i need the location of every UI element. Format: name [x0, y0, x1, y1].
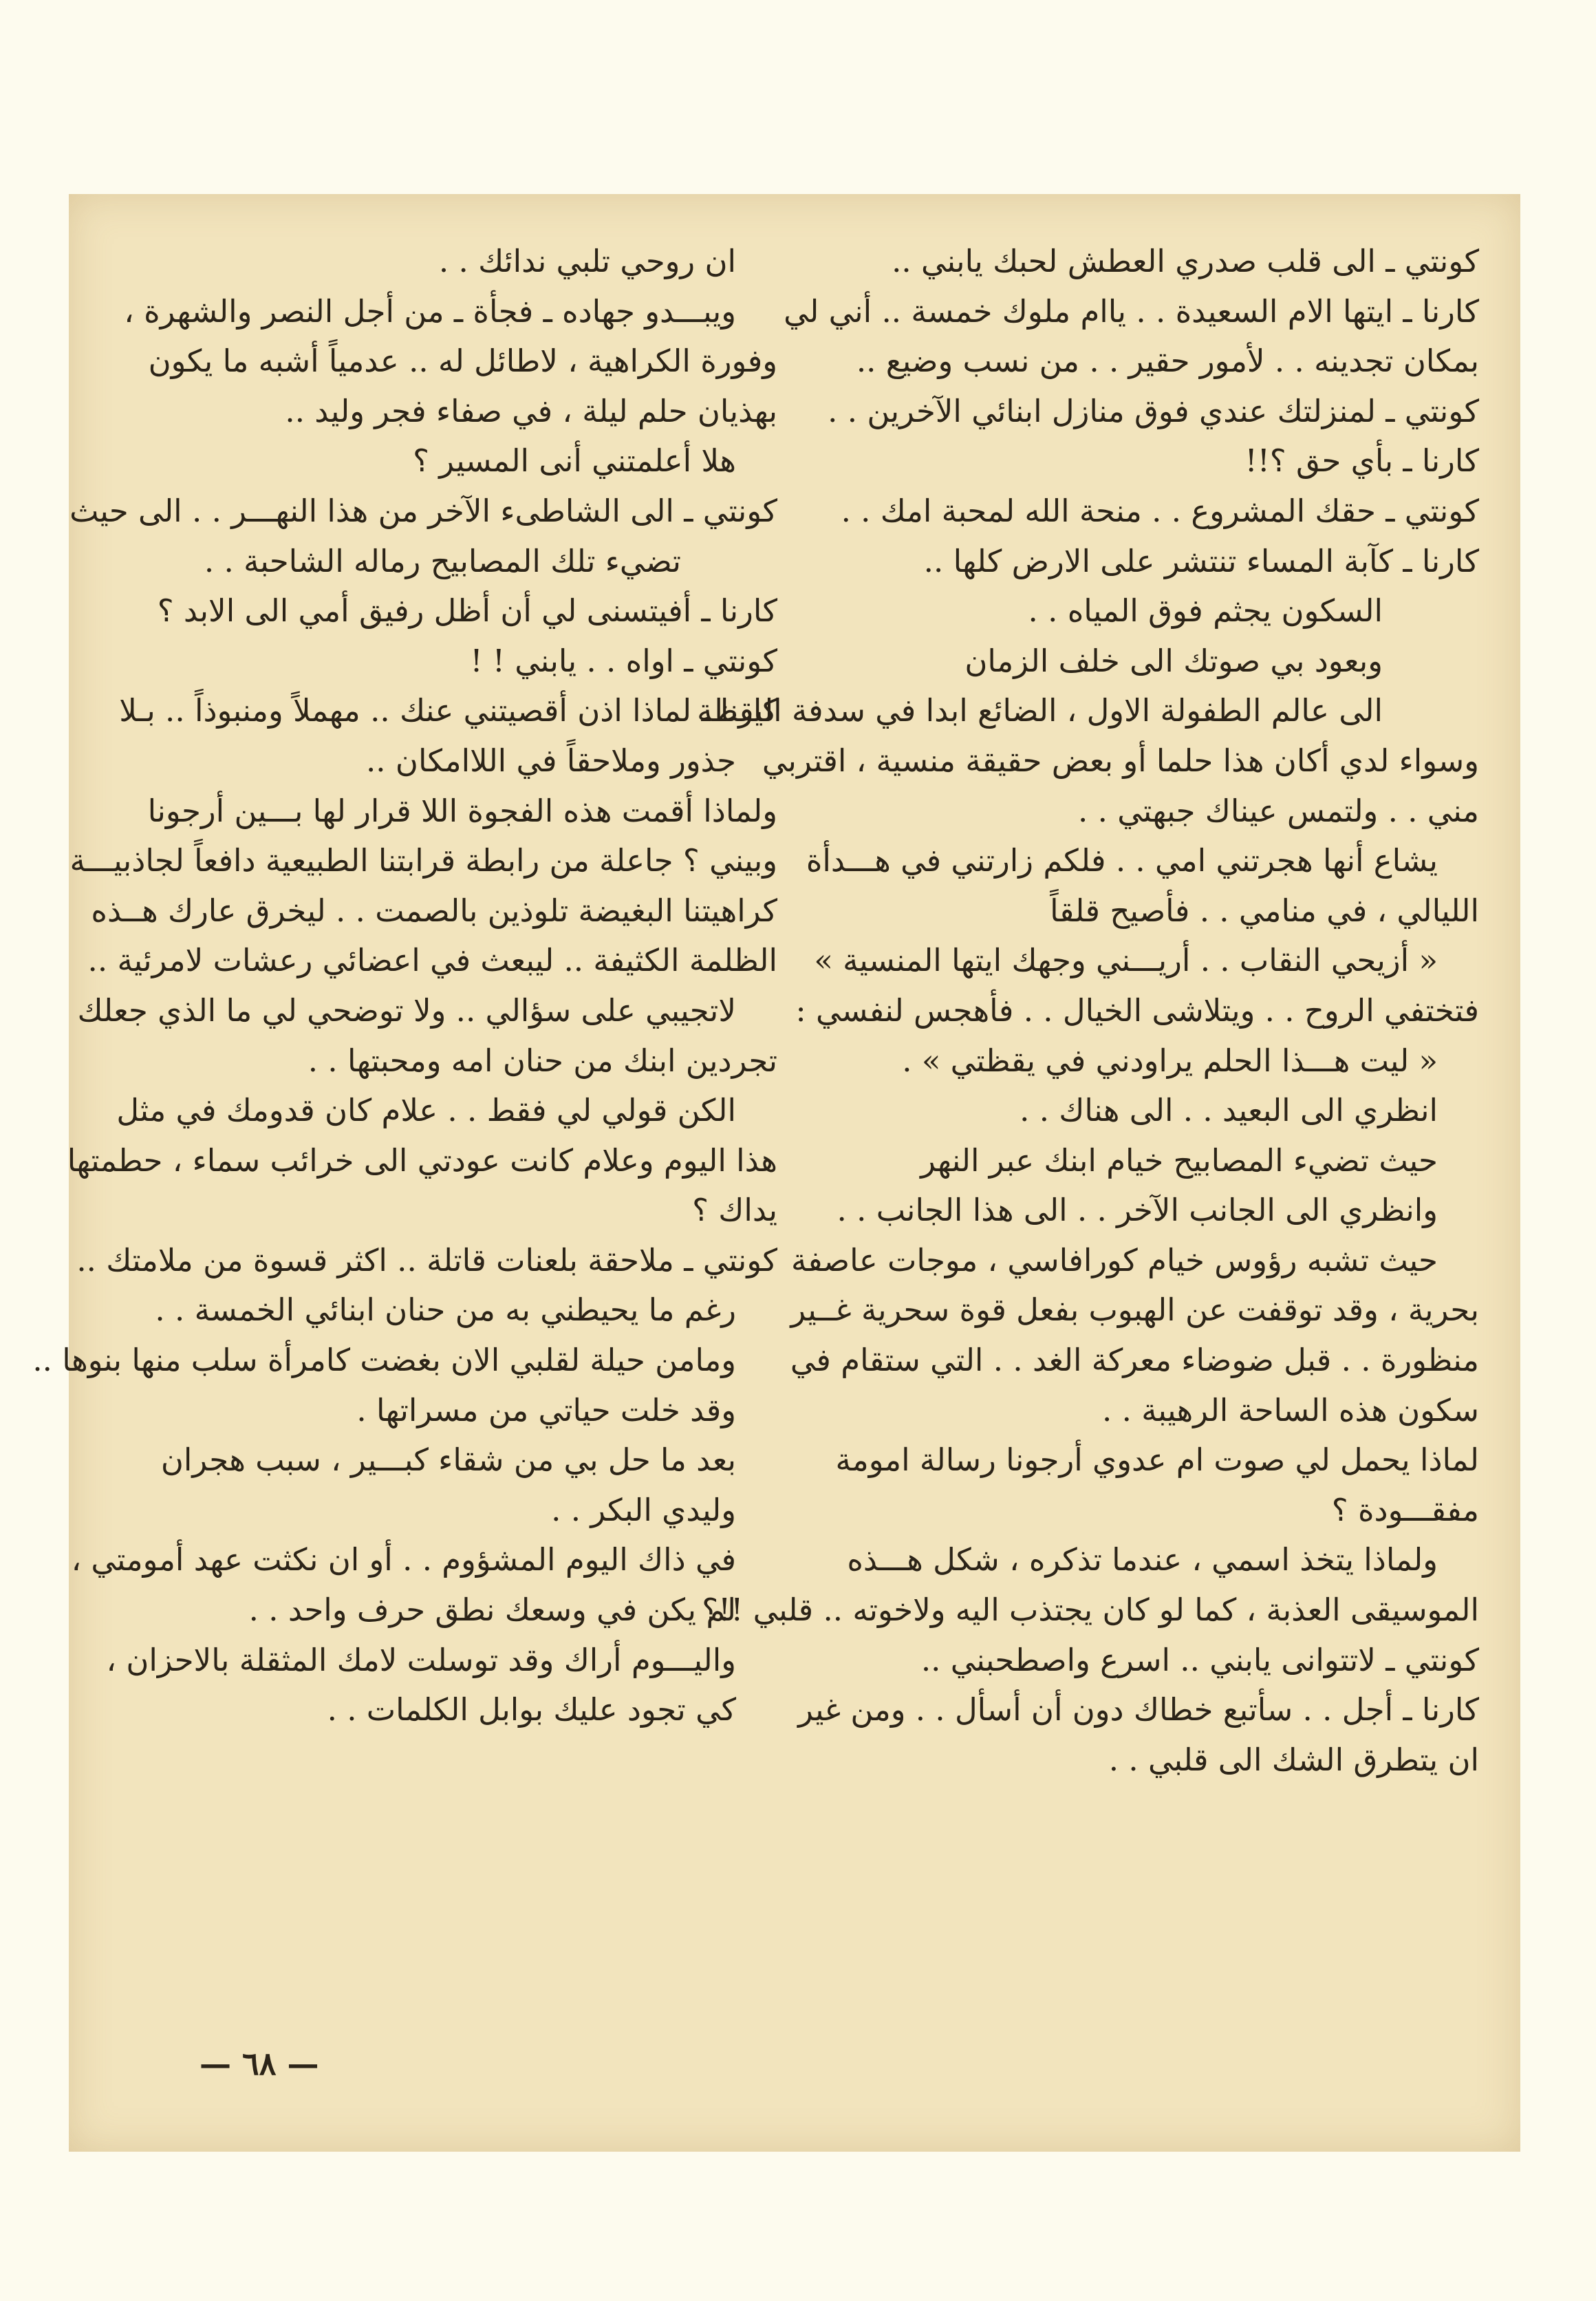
text-line: بمكان تجدينه . . لأمور حقير . . من نسب وضيع .. [856, 343, 1479, 380]
text-line: كي تجود عليك بوابل الكلمات . . [327, 1691, 736, 1729]
text-line: هلا أعلمتني أنى المسير ؟ [413, 442, 736, 480]
text-line: كارنا ـ كآبة المساء تنتشر على الارض كلها .. [923, 542, 1479, 579]
text-line: ولماذا يتخذ اسمي ، عندما تذكره ، شكل هـــذه [847, 1541, 1438, 1578]
magazine-page [32, 194, 1520, 2152]
text-line: كونتي ـ لمنزلتك عندي فوق منازل ابنائي الآخرين . . [828, 392, 1479, 429]
text-line: كونتي ـ لاتتوانى يابني .. اسرع واصطحبني .. [920, 1641, 1479, 1678]
text-line: الليالي ، في منامي . . فأصيح قلقاً [1050, 892, 1479, 929]
text-line: بعد ما حل بي من شقاء كبـــير ، سبب هجران [160, 1442, 736, 1479]
text-line: وليدي البكر . . [551, 1491, 736, 1528]
text-line: ان يتطرق الشك الى قلبي . . [1108, 1741, 1479, 1778]
text-line: وفورة الكراهية ، لاطائل له .. عدمياً أشبه ما يكون [148, 343, 777, 380]
text-line: ومامن حيلة لقلبي الان بغضت كامرأة سلب منها بنوها .. [32, 1342, 736, 1379]
text-line: « ليت هـــذا الحلم يراودني في يقظتي » . [902, 1042, 1438, 1079]
text-line: حيث تشبه رؤوس خيام كورافاسي ، موجات عاصفة [791, 1241, 1438, 1278]
text-line: الظلمة الكثيفة .. ليبعث في اعضائي رعشات لامرئية .. [87, 942, 777, 979]
text-line: رغم ما يحيطني به من حنان ابنائي الخمسة . . [155, 1292, 736, 1329]
text-line: كارنا ـ أفيتسنى لي أن أظل رفيق أمي الى الابد ؟ [157, 592, 777, 630]
text-line: يشاع أنها هجرتني امي . . فلكم زارتني في هـــدأة [806, 842, 1438, 879]
text-line: الكن قولي لي فقط . . علام كان قدومك في مثل [116, 1092, 736, 1129]
text-line: وبعود بي صوتك الى خلف الزمان [964, 642, 1383, 679]
text-line: هذا اليوم وعلام كانت عودتي الى خرائب سماء ، حطمتها [67, 1142, 777, 1179]
text-line: انظري الى البعيد . . الى هناك . . [1020, 1092, 1438, 1129]
text-line: كونتي ـ اواه . . يابني ! ! [470, 642, 777, 679]
text-line: وقد خلت حياتي من مسراتها . [356, 1391, 736, 1428]
text-line: كراهيتنا البغيضة تلوذين بالصمت . . ليخرق عارك هــذه [91, 892, 777, 929]
text-line: تضيء تلك المصابيح رماله الشاحبة . . [204, 542, 681, 579]
text-line: لم يكن في وسعك نطق حرف واحد . . [248, 1592, 736, 1629]
text-line: جذور وملاحقاً في اللاامكان .. [365, 742, 736, 779]
text-line: كونتي ـ ملاحقة بلعنات قاتلة .. اكثر قسوة من ملامتك .. [76, 1241, 777, 1278]
text-line: بهذيان حلم ليلة ، في صفاء فجر وليد .. [285, 392, 777, 429]
left-text-column [32, 237, 777, 1735]
text-line: مني . . ولتمس عيناك جبهتي . . [1078, 792, 1479, 829]
text-line: كارنا ـ أجل . . سأتبع خطاك دون أن أسأل . . ومن غير [798, 1691, 1479, 1729]
text-line: لماذا يحمل لي صوت ام عدوي أرجونا رسالة امومة [835, 1442, 1479, 1479]
text-line: كارنا ـ ايتها الام السعيدة . . ياام ملوك خمسة .. أني لي [784, 292, 1479, 330]
text-line: كارنا ـ لماذا اذن أقصيتني عنك .. مهملاً ومنبوذاً .. بـلا [119, 692, 777, 729]
text-line: السكون يجثم فوق المياه . . [1028, 592, 1383, 630]
text-line: مفقـــودة ؟ [1331, 1491, 1479, 1528]
text-line: ويبـــدو جهاده ـ فجأة ـ من أجل النصر والشهرة ، [124, 292, 736, 330]
page-number: — ٦٨ — [200, 2045, 319, 2082]
text-line: لاتجيبي على سؤالي .. ولا توضحي لي ما الذي جعلك [77, 992, 736, 1029]
text-line: « أزيحي النقاب . . أريـــني وجهك ايتها المنسية » [814, 942, 1438, 979]
text-line: في ذاك اليوم المشؤوم . . أو ان نكثت عهد أمومتي ، [71, 1541, 736, 1578]
text-line: ان روحي تلبي ندائك . . [438, 243, 736, 279]
text-line: كونتي ـ الى الشاطىء الآخر من هذا النهـــر . . الى حيث [69, 492, 777, 529]
text-line: ولماذا أقمت هذه الفجوة اللا قرار لها بـــين أرجونا [147, 792, 777, 829]
text-line: الموسيقى العذبة ، كما لو كان يجتذب اليه ولاخوته .. قلبي !!؟ [702, 1592, 1479, 1629]
text-line: كونتي ـ حقك المشروع . . منحة الله لمحبة امك . . [841, 492, 1479, 529]
text-line: كارنا ـ بأي حق ؟!! [1244, 442, 1479, 480]
text-line: وبيني ؟ جاعلة من رابطة قرابتنا الطبيعية دافعاً لجاذبيـــة [69, 842, 777, 879]
text-line: منظورة . . قبل ضوضاء معركة الغد . . التي ستقام في [790, 1342, 1479, 1379]
text-line: تجردين ابنك من حنان امه ومحبتها . . [308, 1042, 777, 1079]
text-line: حيث تضيء المصابيح خيام ابنك عبر النهر [920, 1142, 1438, 1179]
text-line: وسواء لدي أكان هذا حلما أو بعض حقيقة منسية ، اقتربي [762, 742, 1479, 779]
text-line: وانظري الى الجانب الآخر . . الى هذا الجانب . . [837, 1192, 1438, 1229]
text-line: سكون هذه الساحة الرهيبة . . [1102, 1391, 1479, 1428]
text-line: كونتي ـ الى قلب صدري العطش لحبك يابني .. [892, 243, 1479, 279]
text-line: بحرية ، وقد توقفت عن الهبوب بفعل قوة سحرية غــير [790, 1292, 1479, 1329]
text-line: الى عالم الطفولة الاول ، الضائع ابدا في سدفة اليقظة [697, 692, 1383, 729]
text-line: فتختفي الروح . . ويتلاشى الخيال . . فأهجس لنفسي : [795, 992, 1479, 1029]
text-line: واليـــوم أراك وقد توسلت لامك المثقلة بالاحزان ، [106, 1641, 736, 1678]
text-line: يداك ؟ [692, 1192, 777, 1229]
